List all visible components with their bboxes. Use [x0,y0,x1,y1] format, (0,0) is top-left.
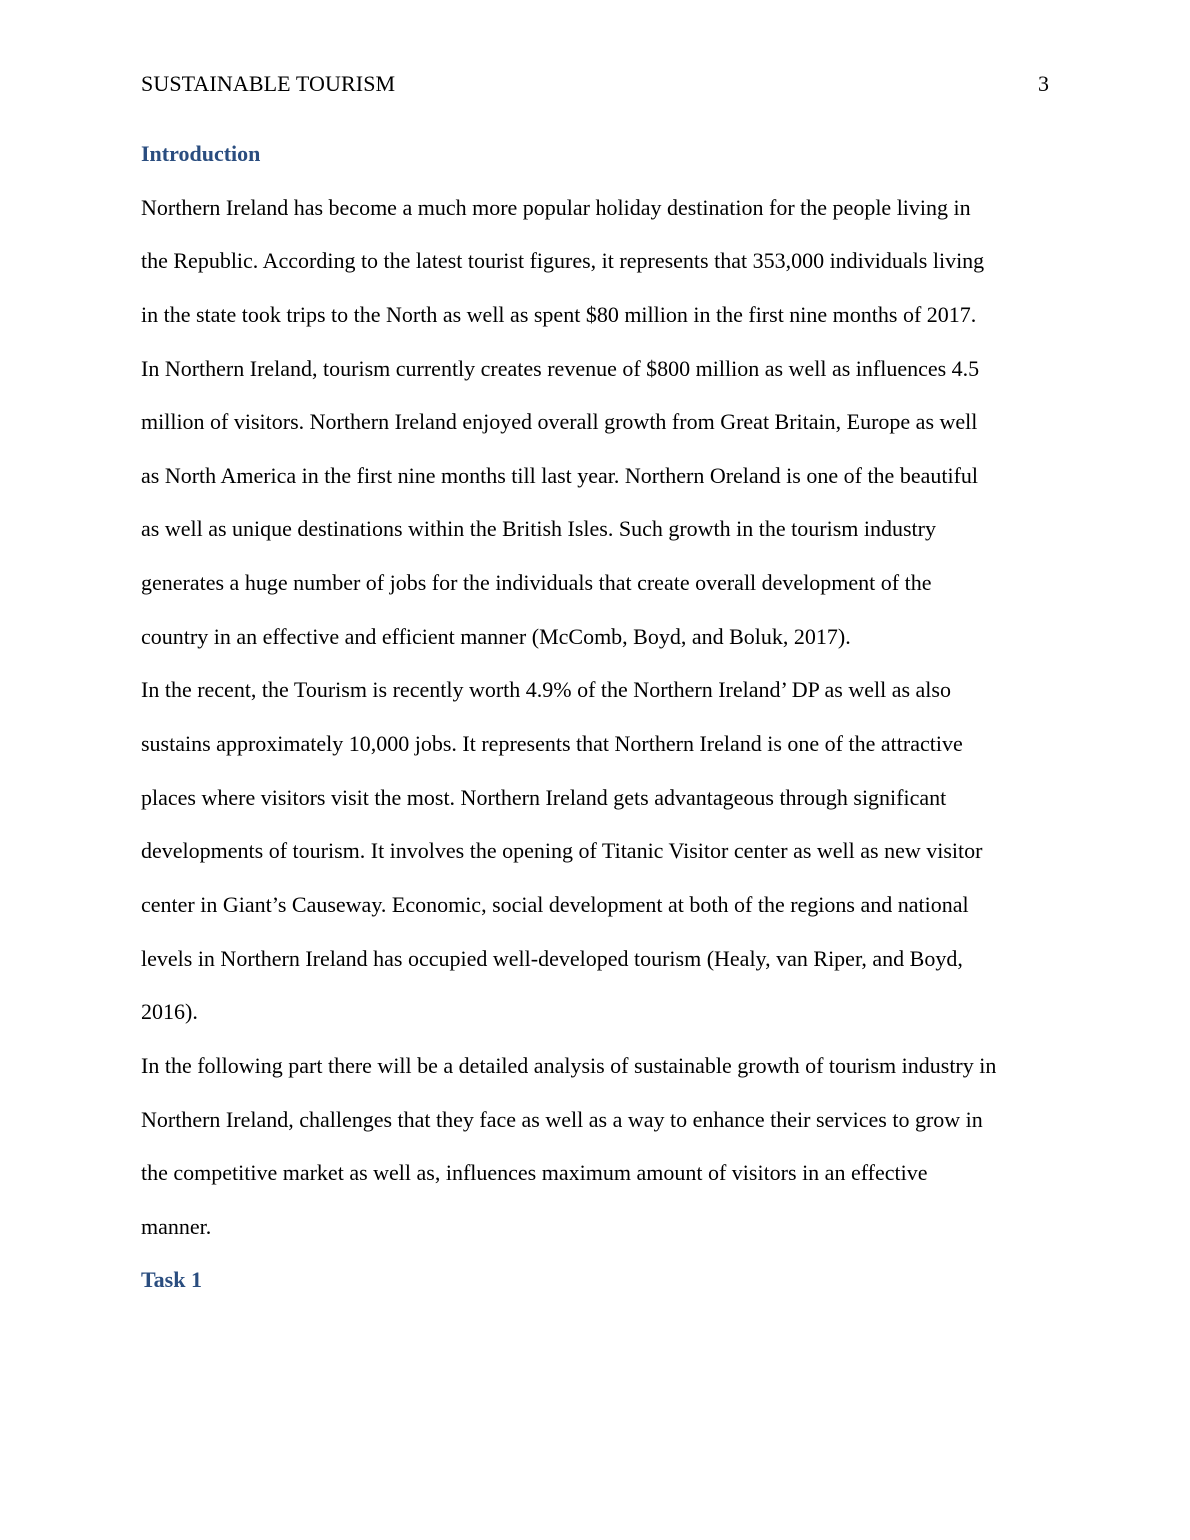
text-line: sustains approximately 10,000 jobs. It represents that Northern Ireland is one of the attractive [141,731,963,757]
text-line: million of visitors. Northern Ireland enjoyed overall growth from Great Britain, Europe as well [141,409,978,435]
text-line: places where visitors visit the most. Northern Ireland gets advantageous through significant [141,784,947,810]
text-line: Northern Ireland has become a much more popular holiday destination for the people living in [141,194,971,220]
text-line: In Northern Ireland, tourism currently creates revenue of $800 million as well as influences 4.5 [141,355,980,381]
text-line: center in Giant’s Causeway. Economic, social development at both of the regions and national [141,891,969,917]
text-line: in the state took trips to the North as well as spent $80 million in the first nine months of 2017. [141,301,977,327]
text-line: the Republic. According to the latest tourist figures, it represents that 353,000 individuals living [141,248,985,274]
text-line: manner. [141,1213,212,1239]
running-head: SUSTAINABLE TOURISM [141,71,396,96]
text-line: In the following part there will be a detailed analysis of sustainable growth of tourism industry in [141,1052,997,1078]
document-body [141,127,1061,1307]
text-line: country in an effective and efficient manner (McComb, Boyd, and Boluk, 2017). [141,623,851,649]
heading-introduction: Introduction [141,141,261,166]
text-line: the competitive market as well as, influences maximum amount of visitors in an effective [141,1160,928,1186]
text-line: as well as unique destinations within the British Isles. Such growth in the tourism industry [141,516,936,542]
page-number: 3 [1038,71,1049,96]
text-line: Northern Ireland, challenges that they face as well as a way to enhance their services to grow in [141,1106,983,1132]
text-line: generates a huge number of jobs for the individuals that create overall development of the [141,570,932,596]
body-text [141,181,1061,1254]
text-line: 2016). [141,999,198,1025]
text-line: levels in Northern Ireland has occupied well-developed tourism (Healy, van Riper, and Boyd, [141,945,963,971]
heading-task-1: Task 1 [141,1267,202,1293]
text-line: developments of tourism. It involves the opening of Titanic Visitor center as well as new visitor [141,838,983,864]
text-line: as North America in the first nine months till last year. Northern Oreland is one of the beautiful [141,462,979,488]
text-line: In the recent, the Tourism is recently worth 4.9% of the Northern Ireland’ DP as well as also [141,677,951,703]
